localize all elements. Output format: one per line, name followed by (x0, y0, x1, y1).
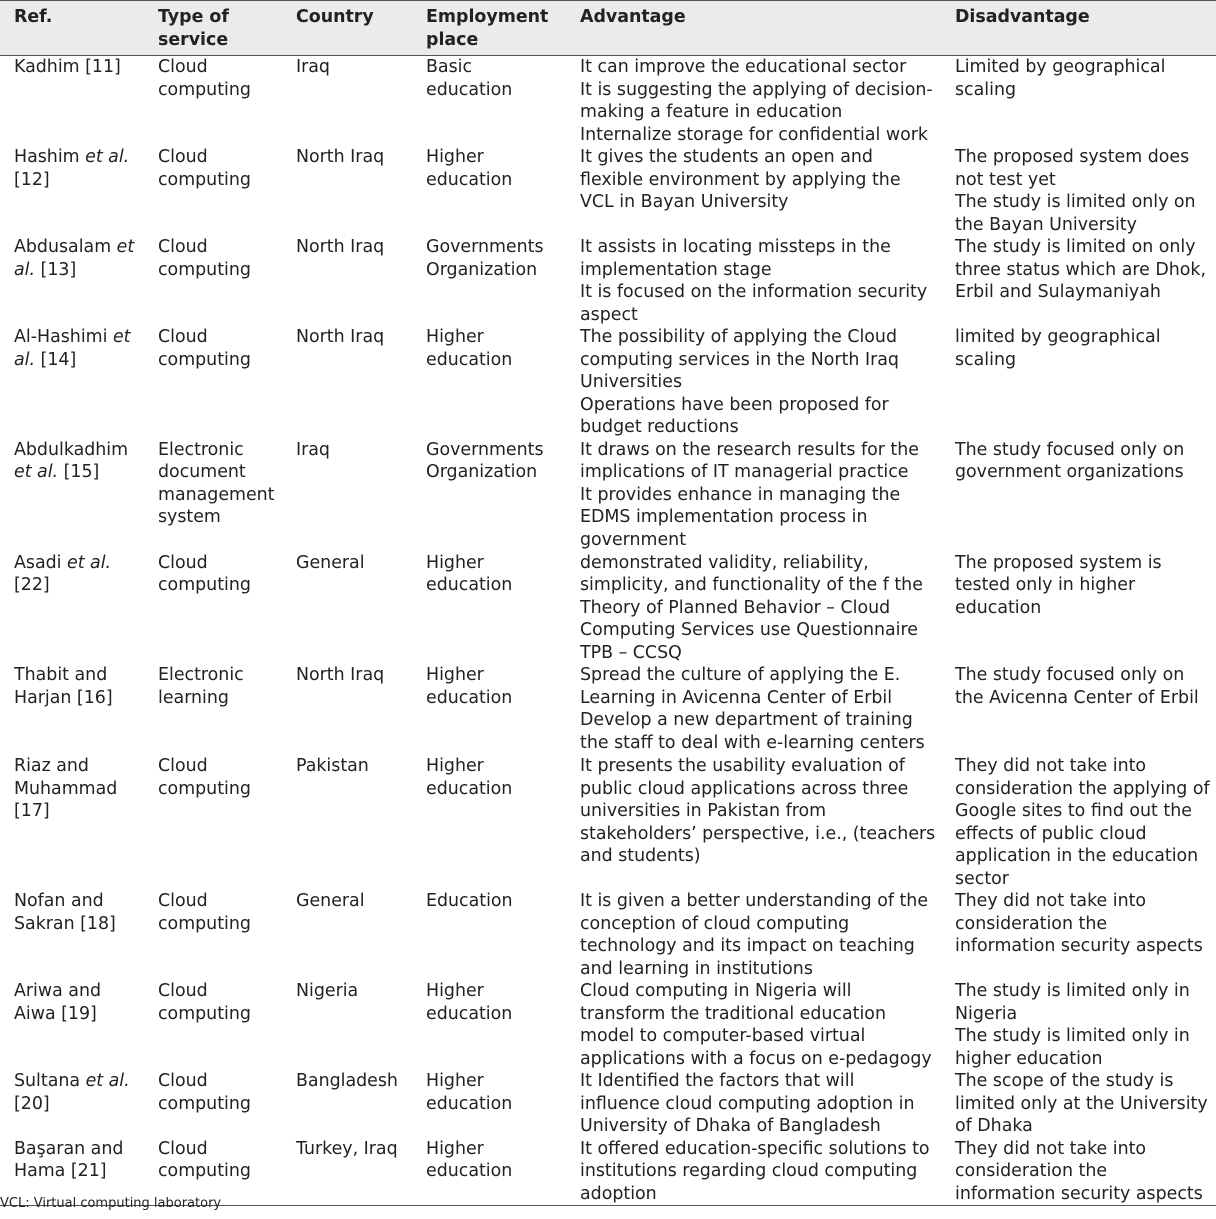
disadvantage-item: limited by geographical scaling (955, 327, 1161, 370)
cell-disadvantage (941, 146, 1216, 236)
cell-ref: Al-Hashimi et al. [14] (14, 327, 131, 370)
cell-ref: Riaz and Muhammad [17] (14, 756, 118, 821)
table-row (0, 890, 1216, 980)
cell-country: General (296, 891, 365, 911)
cell-service: Cloud computing (158, 327, 251, 370)
cell-advantage (566, 439, 941, 552)
cell-ref: Hashim et al. [12] (14, 147, 130, 190)
cell-place: Basic education (426, 57, 513, 100)
footnote: VCL: Virtual computing laboratory (0, 1196, 222, 1211)
cell-service: Cloud computing (158, 57, 251, 100)
header-country: Country (282, 1, 412, 56)
cell-service: Cloud computing (158, 756, 251, 799)
disadvantage-item: They did not take into consideration the applying of Google sites to find out the effects of public cloud application in the education sector (955, 756, 1210, 889)
advantage-item: It is focused on the information security aspect (580, 282, 928, 325)
cell-ref: Thabit and Harjan [16] (14, 665, 113, 708)
table-row (0, 56, 1216, 147)
advantage-item: Develop a new department of training the staff to deal with e-learning centers (580, 710, 925, 753)
cell-service: Cloud computing (158, 891, 251, 934)
cell-disadvantage (941, 236, 1216, 326)
cell-ref: Kadhim [11] (14, 57, 121, 77)
table-row (0, 1070, 1216, 1138)
table-row (0, 326, 1216, 439)
cell-service: Cloud computing (158, 552, 251, 595)
table-row (0, 664, 1216, 755)
disadvantage-item: The proposed system is tested only in higher education (955, 552, 1162, 618)
cell-ref: Abdulkadhim et al. [15] (14, 439, 129, 482)
header-disadvantage: Disadvantage (941, 1, 1216, 56)
cell-disadvantage (941, 326, 1216, 439)
cell-disadvantage (941, 56, 1216, 147)
header-service: Type of service (144, 1, 282, 56)
cell-service: Cloud computing (158, 981, 251, 1024)
cell-country: North Iraq (296, 237, 385, 257)
cell-advantage (566, 236, 941, 326)
cell-country: Bangladesh (296, 1071, 398, 1091)
cell-advantage (566, 755, 941, 890)
cell-advantage (566, 1138, 941, 1206)
advantage-item: It draws on the research results for the implications of IT managerial practice (580, 439, 919, 482)
table-row (0, 236, 1216, 326)
cell-place: Higher education (426, 665, 513, 708)
cell-place: Higher education (426, 147, 513, 190)
header-ref: Ref. (0, 1, 144, 56)
cell-place: Governments Organization (426, 237, 544, 280)
cell-ref: Abdusalam et al. [13] (14, 237, 135, 280)
cell-ref: Asadi et al. [22] (14, 552, 112, 595)
cell-place: Higher education (426, 981, 513, 1024)
disadvantage-item: The study is limited on only three status which are Dhok, Erbil and Sulaymaniyah (955, 237, 1206, 302)
cell-country: General (296, 552, 365, 573)
cell-advantage (566, 890, 941, 980)
disadvantage-item: The study is limited only in Nigeria (955, 981, 1190, 1024)
cell-country: Turkey, Iraq (282, 1138, 412, 1206)
cell-advantage (566, 146, 941, 236)
disadvantage-item: They did not take into consideration the information security aspects (955, 891, 1203, 956)
header-advantage: Advantage (566, 1, 941, 56)
cell-disadvantage (941, 755, 1216, 890)
table-row (0, 980, 1216, 1070)
disadvantage-item: Limited by geographical scaling (955, 57, 1166, 100)
table-row (0, 755, 1216, 890)
cell-country: Iraq (296, 57, 330, 77)
cell-country: North Iraq (296, 147, 385, 167)
advantage-item: Cloud computing in Nigeria will transform the traditional education model to computer-based virtual applications with a focus on e-pedagogy (580, 981, 932, 1069)
table-row (0, 552, 1216, 665)
header-row (0, 1, 1216, 56)
disadvantage-item: The study focused only on the Avicenna Center of Erbil (955, 665, 1199, 708)
cell-ref: Sultana et al. [20] (14, 1071, 130, 1114)
cell-disadvantage (941, 980, 1216, 1070)
cell-service: Electronic document management system (158, 439, 275, 527)
cell-advantage (566, 326, 941, 439)
advantage-item: Internalize storage for confidential work (580, 124, 928, 145)
advantage-item: It offered education-specific solutions to institutions regarding cloud computing adoption (580, 1138, 930, 1204)
cell-disadvantage (941, 552, 1216, 665)
cell-ref: Ariwa and Aiwa [19] (14, 981, 102, 1024)
advantage-item: The possibility of applying the Cloud computing services in the North Iraq Universities (580, 327, 899, 392)
cell-disadvantage (941, 439, 1216, 552)
advantage-item: It is given a better understanding of the conception of cloud computing technology and its impact on teaching and learning in institutions (580, 891, 929, 979)
cell-place: Governments Organization (426, 439, 544, 482)
disadvantage-item: The scope of the study is limited only at the University of Dhaka (955, 1071, 1208, 1136)
cell-advantage (566, 56, 941, 147)
cell-advantage (566, 552, 941, 665)
table-row (0, 146, 1216, 236)
disadvantage-item: The study is limited only on the Bayan University (955, 192, 1196, 235)
cell-place: Higher education (426, 1071, 513, 1114)
cell-country: Nigeria (296, 981, 359, 1001)
disadvantage-item: The study is limited only in higher education (955, 1026, 1190, 1069)
cell-service: Cloud computing (158, 1071, 251, 1114)
cell-ref: Nofan and Sakran [18] (14, 891, 116, 934)
cell-country: Pakistan (296, 756, 369, 776)
cell-disadvantage (941, 664, 1216, 755)
advantage-item: It can improve the educational sector (580, 57, 907, 77)
cell-advantage (566, 980, 941, 1070)
cell-service: Cloud computing (158, 147, 251, 190)
advantage-item: It is suggesting the applying of decision-making a feature in education (580, 79, 933, 122)
cell-ref: Başaran and Hama [21] (0, 1138, 144, 1206)
table-row (0, 439, 1216, 552)
advantage-item: It assists in locating missteps in the implementation stage (580, 237, 891, 280)
advantage-item: It presents the usability evaluation of public cloud applications across three universities in Pakistan from stakeholders’ perspective, i.e., (teachers and students) (580, 756, 936, 866)
disadvantage-item: The study focused only on government organizations (955, 439, 1185, 482)
cell-service: Cloud computing (144, 1138, 282, 1206)
cell-service: Cloud computing (158, 237, 251, 280)
cell-place: Higher education (426, 552, 513, 595)
advantage-item: demonstrated validity, reliability, simplicity, and functionality of the f the Theory of Planned Behavior – Cloud Computing Services use Questionnaire TPB – CCSQ (580, 552, 923, 663)
cell-place: Higher education (426, 327, 513, 370)
cell-country: North Iraq (296, 665, 385, 685)
cell-disadvantage (941, 1070, 1216, 1138)
cell-disadvantage (941, 890, 1216, 980)
cell-place: Higher education (426, 756, 513, 799)
cell-advantage (566, 1070, 941, 1138)
disadvantage-item: The proposed system does not test yet (955, 147, 1190, 190)
cell-advantage (566, 664, 941, 755)
cell-disadvantage (941, 1138, 1216, 1206)
advantage-item: It Identified the factors that will influence cloud computing adoption in University of Dhaka of Bangladesh (580, 1071, 915, 1136)
cell-country: North Iraq (296, 327, 385, 347)
advantage-item: Spread the culture of applying the E. Learning in Avicenna Center of Erbil (580, 665, 901, 708)
advantage-item: Operations have been proposed for budget reductions (580, 394, 889, 437)
disadvantage-item: They did not take into consideration the information security aspects (955, 1138, 1203, 1204)
cell-place: Higher education (412, 1138, 566, 1206)
cell-place: Education (426, 891, 513, 911)
advantage-item: It provides enhance in managing the EDMS implementation process in government (580, 484, 901, 550)
cell-country: Iraq (296, 439, 330, 460)
cell-service: Electronic learning (158, 665, 244, 708)
advantage-item: It gives the students an open and flexible environment by applying the VCL in Bayan University (580, 147, 901, 212)
header-place: Employment place (412, 1, 566, 56)
